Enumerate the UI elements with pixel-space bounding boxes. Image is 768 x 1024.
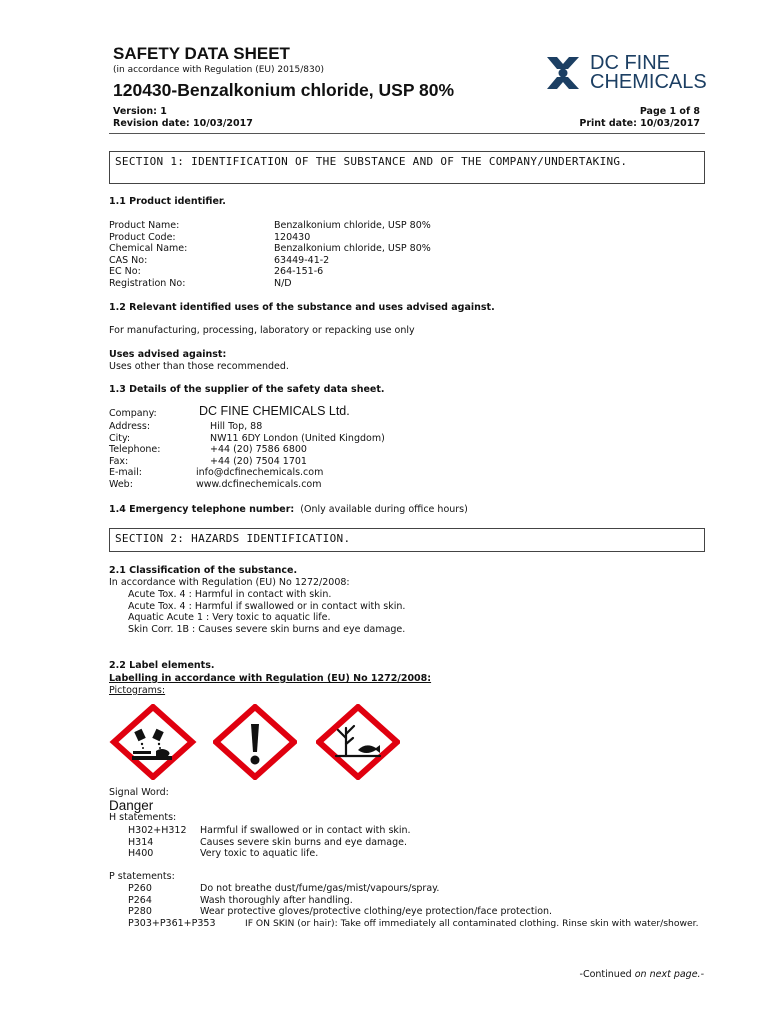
h-statement-row [128,825,411,837]
supplier-city: NW11 6DY London (United Kingdom) [210,432,385,444]
supplier-email: info@dcfinechemicals.com [196,467,324,479]
p-statements-label: P statements: [109,871,175,882]
supplier-telephone: +44 (20) 7586 6800 [210,444,307,456]
supplier-label: Company: [109,408,157,419]
h-statements-label: H statements: [109,812,177,823]
identifier-row [109,243,431,255]
p-text: Wear protective gloves/protective clothing/eye protection/face protection. [200,906,553,918]
identifier-row [109,278,431,290]
identifier-value: 264-151-6 [274,266,324,278]
supplier-row [109,433,385,445]
h-code: H302+H312 [128,825,187,836]
header-divider [109,133,705,134]
p-statement-row [128,883,699,895]
classification-item: Skin Corr. 1B : Causes severe skin burns and eye damage. [128,623,406,635]
p-text: IF ON SKIN (or hair): Take off immediately all contaminated clothing. Rinse skin with water/shower. [245,917,699,929]
print-date: Print date: 10/03/2017 [579,118,700,129]
uses-advised-against-title: Uses advised against: [109,349,227,360]
identifier-row [109,220,431,232]
p-code: P264 [128,894,152,906]
s12-title: 1.2 Relevant identified uses of the substance and uses advised against. [109,302,495,313]
exclamation-pictogram-icon [213,704,297,780]
s11-title: 1.1 Product identifier. [109,196,226,207]
logo-line-2: CHEMICALS [590,71,707,93]
section-2-heading [109,528,705,552]
p-text: Wash thoroughly after handling. [200,894,353,906]
pictograms-label: Pictograms: [109,685,166,696]
supplier-details [109,404,385,491]
labelling-regulation: Labelling in accordance with Regulation (EU) No 1272/2008: [109,673,432,684]
s21-regulation: In accordance with Regulation (EU) No 1272/2008: [109,577,350,588]
environment-pictogram-icon [316,704,400,780]
signal-word: Danger [109,798,154,813]
s14-note: (Only available during office hours) [300,504,468,515]
corrosion-pictogram-icon [108,704,198,780]
p-code: P260 [128,883,152,894]
identifier-label: Registration No: [109,277,186,289]
supplier-label: City: [109,432,131,444]
classification-item: Aquatic Acute 1 : Very toxic to aquatic life. [128,612,331,624]
identifier-row [109,266,431,278]
next-page-text: on next page.- [634,969,704,980]
identifier-value: Benzalkonium chloride, USP 80% [274,220,431,231]
product-identifiers [109,220,431,290]
identifier-value: 120430 [274,231,311,243]
h-statement-row [128,848,411,860]
supplier-label: Web: [109,478,133,490]
identifier-value: Benzalkonium chloride, USP 80% [274,243,431,255]
h-text: Very toxic to aquatic life. [200,848,319,860]
emergency-telephone [109,504,468,516]
p-text: Do not breathe dust/fume/gas/mist/vapours/spray. [200,883,440,894]
p-code: P303+P361+P353 [128,917,216,929]
identifier-row [109,232,431,244]
section-1-heading-text: SECTION 1: IDENTIFICATION OF THE SUBSTANCE AND OF THE COMPANY/UNDERTAKING. [115,155,628,168]
continued-note [580,969,704,981]
supplier-label: Fax: [109,455,129,467]
p-statement-row [128,895,699,907]
s21-title: 2.1 Classification of the substance. [109,565,298,576]
h-text: Causes severe skin burns and eye damage. [200,836,408,848]
identifier-label: Product Code: [109,231,176,243]
signal-word-label: Signal Word: [109,787,169,798]
identifier-label: Chemical Name: [109,243,188,255]
supplier-address: Hill Top, 88 [210,421,263,432]
regulation-note: (in accordance with Regulation (EU) 2015/830) [113,65,324,75]
product-title: 120430-Benzalkonium chloride, USP 80% [113,80,455,100]
p-statements-list [128,883,699,929]
classification-item: Acute Tox. 4 : Harmful in contact with skin. [128,589,332,600]
supplier-label: Telephone: [109,444,161,456]
company-name: DC FINE CHEMICALS Ltd. [199,404,350,418]
document-title: SAFETY DATA SHEET [113,44,290,63]
logo-line-1: DC FINE [590,52,670,74]
supplier-web: www.dcfinechemicals.com [196,478,322,490]
identifier-value: N/D [274,277,292,289]
uses-advised-against: Uses other than those recommended. [109,361,289,372]
page-number: Page 1 of 8 [639,106,700,117]
dc-fine-chemicals-logo-icon [545,55,581,91]
supplier-row [109,456,385,468]
h-code: H314 [128,836,154,848]
supplier-label: E-mail: [109,467,142,479]
supplier-fax: +44 (20) 7504 1701 [210,455,307,467]
supplier-label: Address: [109,421,151,432]
s13-title: 1.3 Details of the supplier of the safety data sheet. [109,384,385,395]
section-1-heading [109,151,705,184]
identifier-row [109,255,431,267]
identifier-label: CAS No: [109,254,148,266]
revision-date: Revision date: 10/03/2017 [113,118,253,129]
identifier-value: 63449-41-2 [274,254,330,266]
p-statement-row [128,918,699,930]
classification-item: Acute Tox. 4 : Harmful if swallowed or in contact with skin. [128,600,406,612]
s14-title: 1.4 Emergency telephone number: [109,504,295,515]
s22-title: 2.2 Label elements. [109,660,215,671]
identifier-label: EC No: [109,266,141,278]
version: Version: 1 [113,106,167,117]
supplier-row [109,467,385,479]
identified-uses: For manufacturing, processing, laboratory or repacking use only [109,325,415,336]
continued-text: -Continued [579,969,632,980]
p-code: P280 [128,906,152,918]
supplier-row [109,404,385,421]
identifier-label: Product Name: [109,220,180,231]
supplier-row [109,479,385,491]
h-statement-row [128,837,411,849]
h-text: Harmful if swallowed or in contact with skin. [200,825,411,836]
p-statement-row [128,906,699,918]
supplier-row [109,444,385,456]
h-statements-list [128,825,411,860]
classification-list [128,589,405,635]
h-code: H400 [128,848,154,860]
supplier-row [109,421,385,433]
section-2-heading-text: SECTION 2: HAZARDS IDENTIFICATION. [115,532,351,545]
